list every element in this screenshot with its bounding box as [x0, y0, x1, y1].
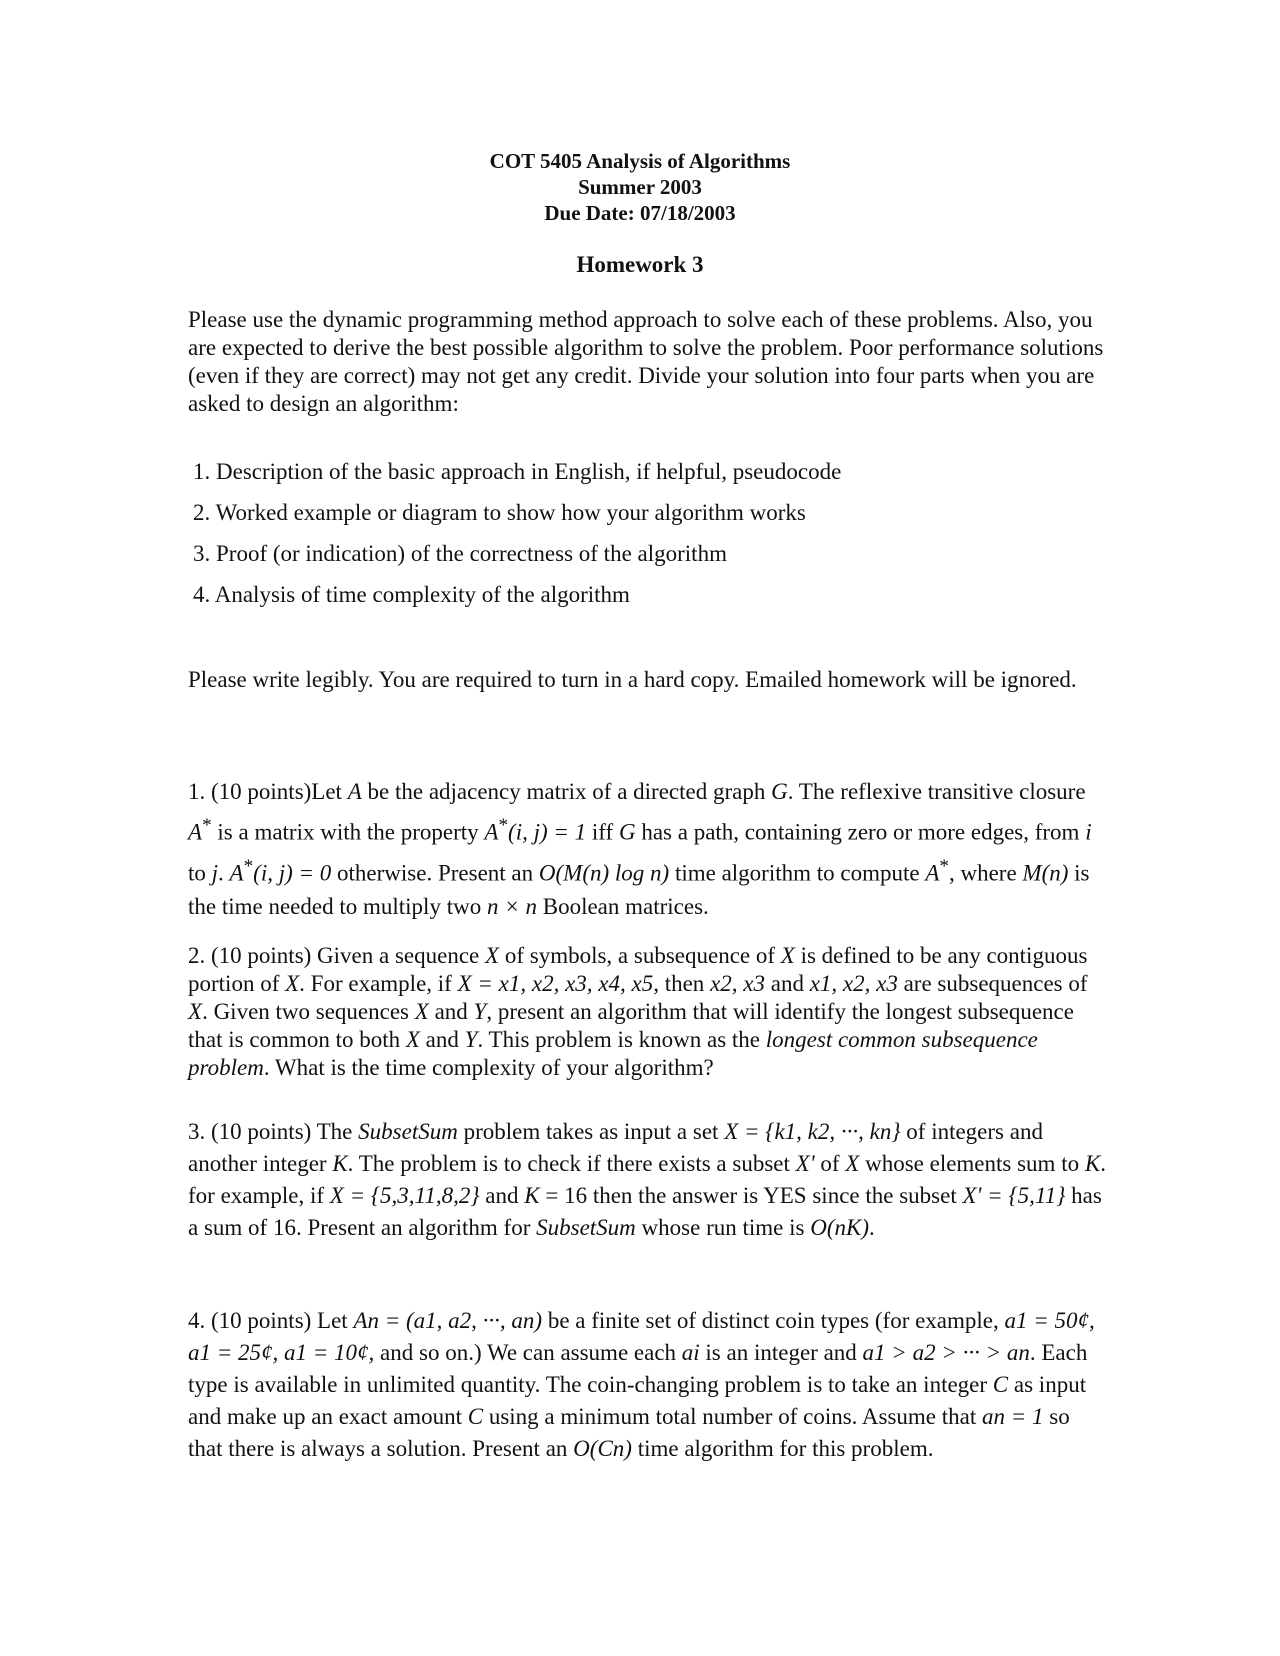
document-header	[0, 148, 1280, 226]
list-item: 2. Worked example or diagram to show how your algorithm works	[193, 500, 806, 525]
solution-parts-list	[193, 458, 1093, 622]
problem-3: 3. (10 points) The SubsetSum problem takes as input a set X = {k1, k2, ···, kn} of integers and another integer K. The problem is to check if there exists a subset X' of X whose elements sum to K. for example, if X = {5,3,11,8,2} and K = 16 then the answer is YES since the subset X' = {5,11} has a sum of 16. Present an algorithm for SubsetSum whose run time is O(nK).	[188, 1119, 1106, 1240]
problem-4: 4. (10 points) Let An = (a1, a2, ···, an) be a finite set of distinct coin types (for example, a1 = 50¢, a1 = 25¢, a1 = 10¢, and so on.) We can assume each ai is an integer and a1 > a2 > ··· > an. Each type is available in unlimited quantity. The coin-changing problem is to take an integer C as input and make up an exact amount C using a minimum total number of coins. Assume that an = 1 so that there is always a solution. Present an O(Cn) time algorithm for this problem.	[188, 1308, 1095, 1461]
due-date: Due Date: 07/18/2003	[544, 201, 736, 225]
submission-note: Please write legibly. You are required to turn in a hard copy. Emailed homework will be ignored.	[188, 667, 1077, 692]
problem-2: 2. (10 points) Given a sequence X of symbols, a subsequence of X is defined to be any contiguous portion of X. For example, if X = x1, x2, x3, x4, x5, then x2, x3 and x1, x2, x3 are subsequences of X. Given two sequences X and Y, present an algorithm that will identify the longest subsequence that is common to both X and Y. This problem is known as the longest common subsequence problem. What is the time complexity of your algorithm?	[188, 943, 1088, 1080]
intro-paragraph: Please use the dynamic programming method approach to solve each of these problems. Also, you are expected to derive the best possible algorithm to solve the problem. Poor performance solutions (even if they are correct) may not get any credit. Divide your solution into four parts when you are asked to design an algorithm:	[188, 307, 1104, 416]
list-item: 4. Analysis of time complexity of the algorithm	[193, 582, 630, 607]
list-item: 3. Proof (or indication) of the correctness of the algorithm	[193, 541, 727, 566]
problem-1: 1. (10 points)Let A be the adjacency matrix of a directed graph G. The reflexive transitive closure A* is a matrix with the property A*(i, j) = 1 iff G has a path, containing zero or more edges, from i to j. A*(i, j) = 0 otherwise. Present an O(M(n) log n) time algorithm to compute A*, where M(n) is the time needed to multiply two n × n Boolean matrices.	[188, 779, 1092, 920]
term: Summer 2003	[578, 175, 702, 199]
list-item: 1. Description of the basic approach in English, if helpful, pseudocode	[193, 459, 842, 484]
homework-title: Homework 3	[576, 252, 704, 277]
course-title: COT 5405 Analysis of Algorithms	[489, 149, 791, 173]
